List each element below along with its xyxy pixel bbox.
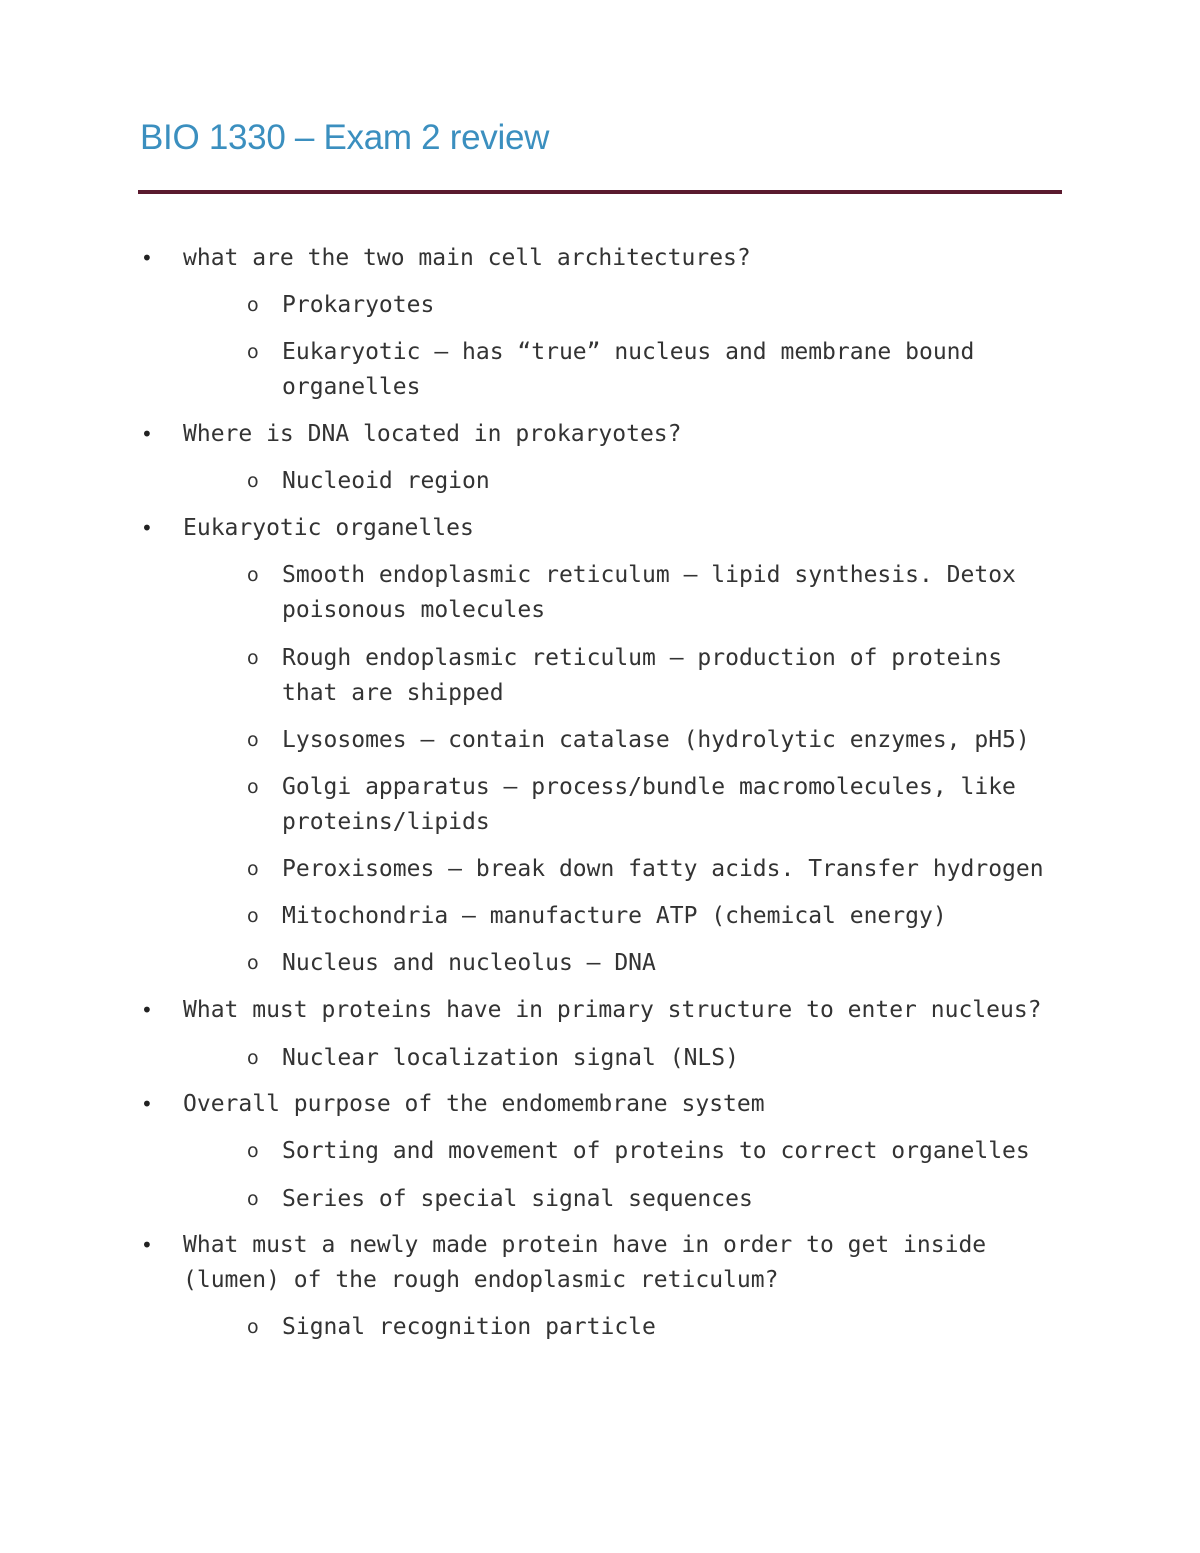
answer-1-1: Prokaryotes — [282, 292, 435, 318]
bullet-icon: • — [141, 998, 153, 1022]
sub-bullet-icon: o — [247, 776, 259, 798]
answer-3-7: Nucleus and nucleolus – DNA — [282, 950, 656, 976]
sub-bullet-icon: o — [247, 294, 259, 316]
answer-3-4-line-2: proteins/lipids — [282, 809, 490, 835]
answer-3-6: Mitochondria – manufacture ATP (chemical energy) — [282, 903, 947, 929]
sub-bullet-icon: o — [247, 1188, 259, 1210]
answer-3-1-line-1: Smooth endoplasmic reticulum – lipid synthesis. Detox — [282, 562, 1016, 588]
question-4: What must proteins have in primary structure to enter nucleus? — [183, 997, 1042, 1023]
sub-bullet-icon: o — [247, 470, 259, 492]
sub-bullet-icon: o — [247, 905, 259, 927]
bullet-icon: • — [141, 1092, 153, 1116]
bullet-icon: • — [141, 516, 153, 540]
sub-bullet-icon: o — [247, 1047, 259, 1069]
question-5: Overall purpose of the endomembrane system — [183, 1091, 765, 1117]
page-title: BIO 1330 – Exam 2 review — [140, 118, 550, 157]
answer-4-1: Nuclear localization signal (NLS) — [282, 1045, 739, 1071]
answer-6-1: Signal recognition particle — [282, 1314, 656, 1340]
sub-bullet-icon: o — [247, 341, 259, 363]
bullet-icon: • — [141, 422, 153, 446]
question-6-line-2: (lumen) of the rough endoplasmic reticulum? — [183, 1267, 779, 1293]
answer-3-5: Peroxisomes – break down fatty acids. Transfer hydrogen — [282, 856, 1044, 882]
sub-bullet-icon: o — [247, 952, 259, 974]
question-1: what are the two main cell architectures? — [183, 245, 751, 271]
sub-bullet-icon: o — [247, 1316, 259, 1338]
sub-bullet-icon: o — [247, 729, 259, 751]
sub-bullet-icon: o — [247, 564, 259, 586]
answer-5-1: Sorting and movement of proteins to correct organelles — [282, 1138, 1030, 1164]
answer-1-2-line-1: Eukaryotic – has “true” nucleus and membrane bound — [282, 339, 975, 365]
answer-3-4-line-1: Golgi apparatus – process/bundle macromolecules, like — [282, 774, 1016, 800]
sub-bullet-icon: o — [247, 858, 259, 880]
answer-5-2: Series of special signal sequences — [282, 1186, 753, 1212]
bullet-icon: • — [141, 246, 153, 270]
answer-3-2-line-2: that are shipped — [282, 680, 504, 706]
question-3: Eukaryotic organelles — [183, 515, 474, 541]
answer-3-1-line-2: poisonous molecules — [282, 597, 546, 623]
bullet-icon: • — [141, 1233, 153, 1257]
answer-2-1: Nucleoid region — [282, 468, 490, 494]
answer-1-2-line-2: organelles — [282, 374, 421, 400]
answer-3-2-line-1: Rough endoplasmic reticulum – production of proteins — [282, 645, 1003, 671]
sub-bullet-icon: o — [247, 647, 259, 669]
question-2: Where is DNA located in prokaryotes? — [183, 421, 682, 447]
question-6-line-1: What must a newly made protein have in order to get inside — [183, 1232, 987, 1258]
sub-bullet-icon: o — [247, 1140, 259, 1162]
answer-3-3: Lysosomes – contain catalase (hydrolytic enzymes, pH5) — [282, 727, 1030, 753]
